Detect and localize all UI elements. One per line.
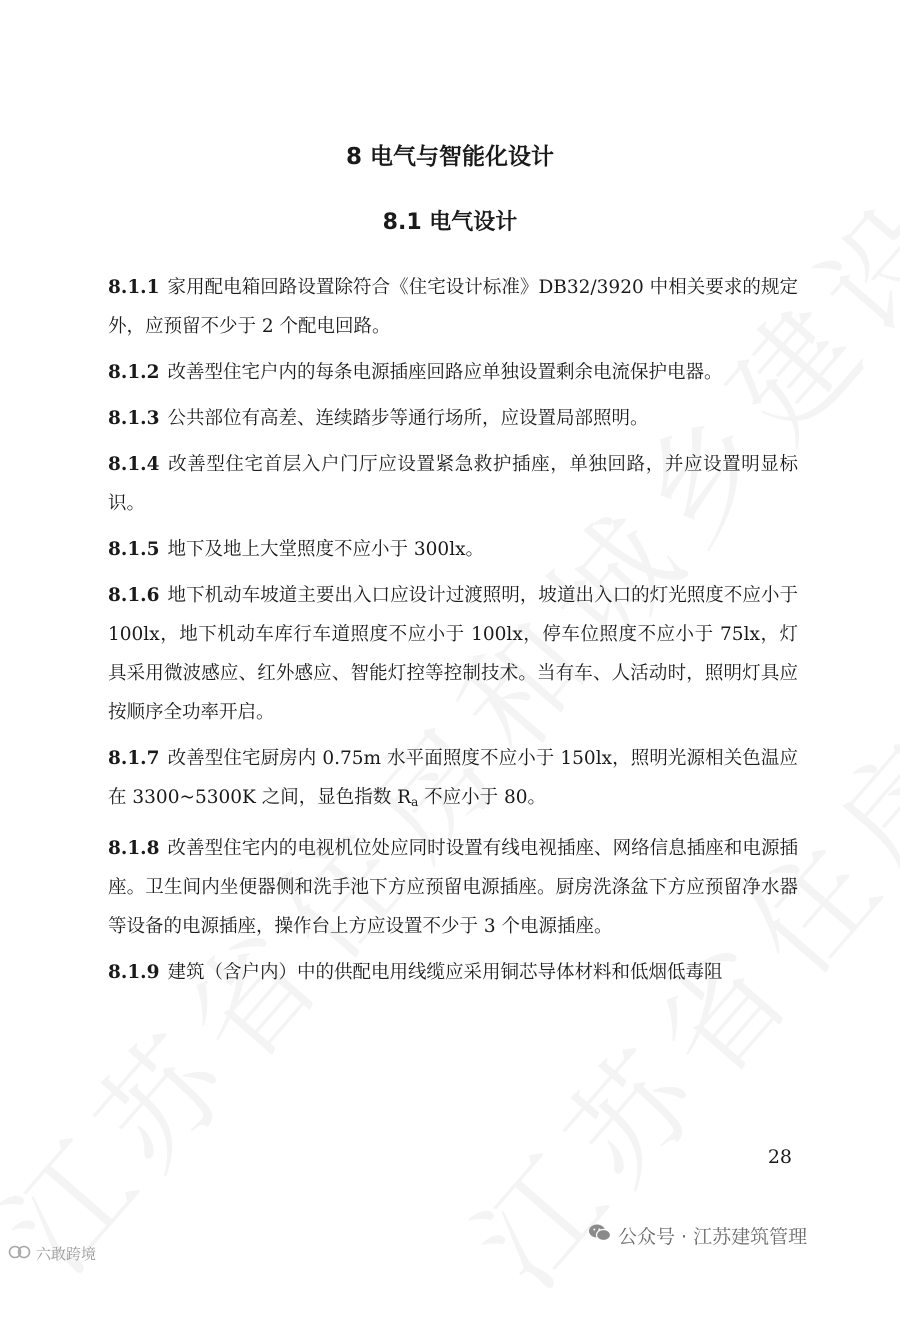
clause-text: 地下机动车坡道主要出入口应设计过渡照明，坡道出入口的灯光照度不应小于 100lx，地下机动车库行车道照度不应小于 100lx，停车位照度不应小于 75lx，灯具采用微波感应、红外感应、智能灯控等控制技术。当有车、人活动时，照明灯具应按顺序全功率开启。	[108, 585, 798, 723]
clause-text: 改善型住宅厨房内 0.75m 水平面照度不应小于 150lx，照明光源相关色温应在 3300~5300K 之间，显色指数 R	[108, 748, 798, 808]
clause-text: 改善型住宅户内的每条电源插座回路应单独设置剩余电流保护电器。	[167, 362, 723, 383]
clause-8-1-8	[108, 829, 798, 946]
clause-number: 8.1.9	[108, 962, 160, 983]
clause-number: 8.1.6	[108, 585, 160, 606]
clause-number: 8.1.8	[108, 838, 160, 859]
clause-number: 8.1.3	[108, 408, 160, 429]
clause-number: 8.1.4	[108, 454, 160, 475]
footer-source	[588, 1222, 807, 1249]
clause-8-1-4	[108, 445, 798, 523]
clause-text: 改善型住宅内的电视机位处应同时设置有线电视插座、网络信息插座和电源插座。卫生间内坐便器侧和洗手池下方应预留电源插座。厨房洗涤盆下方应预留净水器等设备的电源插座，操作台上方应设置不少于 3 个电源插座。	[108, 838, 798, 937]
clause-number: 8.1.5	[108, 539, 160, 560]
clause-number: 8.1.2	[108, 362, 160, 383]
clause-number: 8.1.7	[108, 748, 160, 769]
clause-8-1-3	[108, 399, 798, 438]
clause-8-1-9	[108, 953, 798, 992]
section-title: 8.1 电气设计	[382, 210, 518, 235]
clause-text: 地下及地上大堂照度不应小于 300lx。	[167, 539, 485, 560]
clause-text-end: 不应小于 80。	[418, 787, 547, 808]
clause-text: 建筑（含户内）中的供配电用线缆应采用铜芯导体材料和低烟低毒阻	[167, 962, 723, 983]
clause-text: 改善型住宅首层入户门厅应设置紧急救护插座，单独回路，并应设置明显标识。	[108, 454, 798, 514]
source-text: 公众号 · 江苏建筑管理	[618, 1226, 808, 1248]
brand-icon	[8, 1245, 32, 1263]
clause-8-1-7	[108, 739, 798, 822]
page-number: 28	[767, 1146, 792, 1168]
clause-text: 公共部位有高差、连续踏步等通行场所，应设置局部照明。	[167, 408, 649, 429]
clause-8-1-5	[108, 530, 798, 569]
clause-text: 家用配电箱回路设置除符合《住宅设计标准》DB32/3920 中相关要求的规定外，应预留不少于 2 个配电回路。	[108, 277, 798, 337]
clause-8-1-2	[108, 353, 798, 392]
clause-8-1-6	[108, 576, 798, 732]
clause-8-1-1	[108, 268, 798, 346]
subscript: a	[411, 795, 419, 809]
clause-list	[108, 268, 798, 999]
wechat-icon	[588, 1223, 612, 1248]
clause-number: 8.1.1	[108, 277, 160, 298]
chapter-title: 8 电气与智能化设计	[345, 144, 554, 170]
brand-text: 六敢跨境	[36, 1245, 97, 1263]
footer-brand	[8, 1243, 96, 1264]
